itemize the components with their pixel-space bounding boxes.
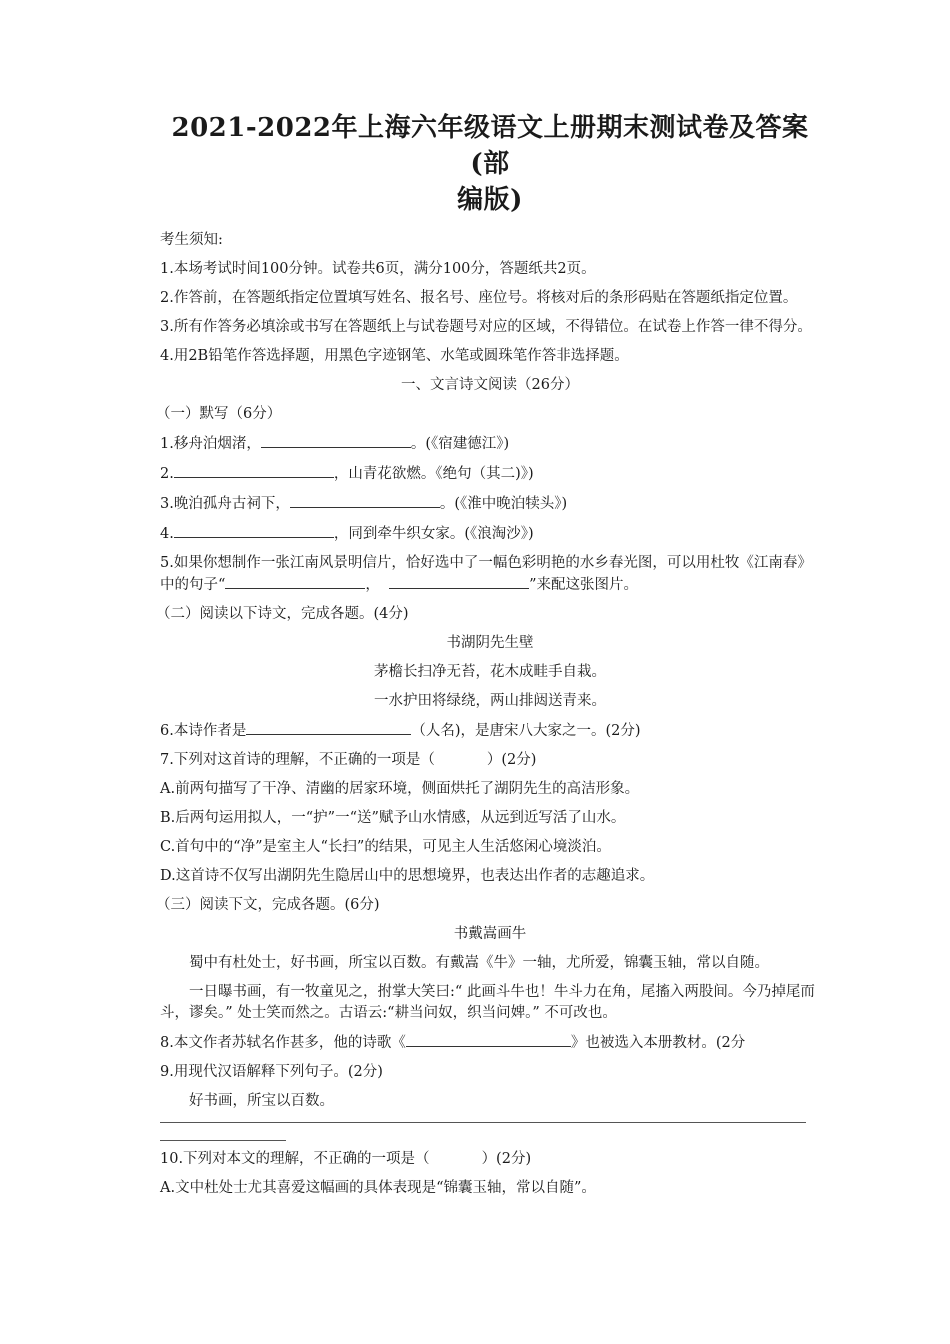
notice-item: 2.作答前，在答题纸指定位置填写姓名、报名号、座位号。将核对后的条形码贴在答题纸指定位置。 [160,290,798,306]
notice-heading: 考生须知: [160,232,223,248]
section-heading: （一）默写（6分） [156,406,282,422]
notice-item: 4.用2B铅笔作答选择题，用黑色字迹钢笔、水笔或圆珠笔作答非选择题。 [160,348,629,364]
question-5: 5.如果你想制作一张江南风景明信片，恰好选中了一幅色彩明艳的水乡春光图，可以用杜牧《江南春》中的句子“ ， ”来配这张图片。 [160,555,812,593]
page-title [160,110,820,218]
question-6: 6.本诗作者是 （人名)，是唐宋八大家之一。(2分) [160,720,820,742]
question-4: 4. ，同到牵牛织女家。(《浪淘沙》) [160,523,820,545]
text-paragraph: 蜀中有杜处士，好书画，所宝以百数。有戴嵩《牛》一轴，尤所爱，锦囊玉轴，常以自随。 [189,955,769,971]
exam-page [156,110,820,1207]
notice-item: 1.本场考试时间100分钟。试卷共6页，满分100分，答题纸共2页。 [160,261,596,277]
answer-line[interactable] [160,1122,806,1123]
answer-blank[interactable] [406,1032,571,1047]
title-line-2: 编版) [457,185,523,215]
part-title: 一、文言诗文阅读（26分） [401,377,579,393]
option-c: C.首句中的“净”是室主人“长扫”的结果，可见主人生活悠闲心境淡泊。 [160,839,611,855]
answer-blank[interactable] [290,493,440,508]
option-a: A.前两句描写了干净、清幽的居家环境，侧面烘托了湖阴先生的高洁形象。 [160,781,640,797]
section-heading: （三）阅读下文，完成各题。(6分) [156,897,380,913]
question-3: 3.晚泊孤舟古祠下， 。(《淮中晚泊犊头》) [160,493,820,515]
question-9-sentence: 好书画，所宝以百数。 [189,1093,334,1109]
poem-line: 一水护田将绿绕，两山排闼送青来。 [374,693,606,709]
text-paragraph: 一日曝书画，有一牧童见之，拊掌大笑曰:“ 此画斗牛也！牛斗力在角，尾搐入两股间。今乃掉尾而斗，谬矣。” 处士笑而然之。古语云:“耕当问奴，织当问婢。” 不可改也。 [160,984,815,1021]
question-2: 2. ，山青花欲燃。《绝句（其二)》) [160,463,820,485]
answer-blank[interactable] [246,720,411,735]
answer-blank[interactable] [225,574,365,589]
section-heading: （二）阅读以下诗文，完成各题。(4分) [156,606,409,622]
answer-blank[interactable] [174,463,334,478]
question-7: 7.下列对这首诗的理解，不正确的一项是（ ）(2分) [160,752,537,768]
question-10-option-a: A.文中杜处士尤其喜爱这幅画的具体表现是“锦囊玉轴，常以自随”。 [160,1180,596,1196]
question-1: 1.移舟泊烟渚， 。(《宿建德江》) [160,433,820,455]
answer-blank[interactable] [174,523,334,538]
answer-blank[interactable] [389,574,529,589]
option-d: D.这首诗不仅写出湖阴先生隐居山中的思想境界，也表达出作者的志趣追求。 [160,868,655,884]
notice-item: 3.所有作答务必填涂或书写在答题纸上与试卷题号对应的区域，不得错位。在试卷上作答一律不得分。 [160,319,812,335]
poem-title: 书湖阴先生壁 [446,635,534,651]
question-8: 8.本文作者苏轼名作甚多，他的诗歌《 》也被选入本册教材。(2分 [160,1032,820,1054]
option-b: B.后两句运用拟人，一“护”一“送”赋予山水情感，从远到近写活了山水。 [160,810,626,826]
answer-blank[interactable] [261,433,411,448]
title-line-1: 2021-2022年上海六年级语文上册期末测试卷及答案(部 [171,113,809,179]
question-10: 10.下列对本文的理解，不正确的一项是（ ）(2分) [160,1151,532,1167]
poem-line: 茅檐长扫净无苔，花木成畦手自栽。 [374,664,606,680]
answer-line[interactable] [160,1140,286,1141]
text-title: 书戴嵩画牛 [453,926,527,942]
question-9: 9.用现代汉语解释下列句子。(2分) [160,1064,383,1080]
